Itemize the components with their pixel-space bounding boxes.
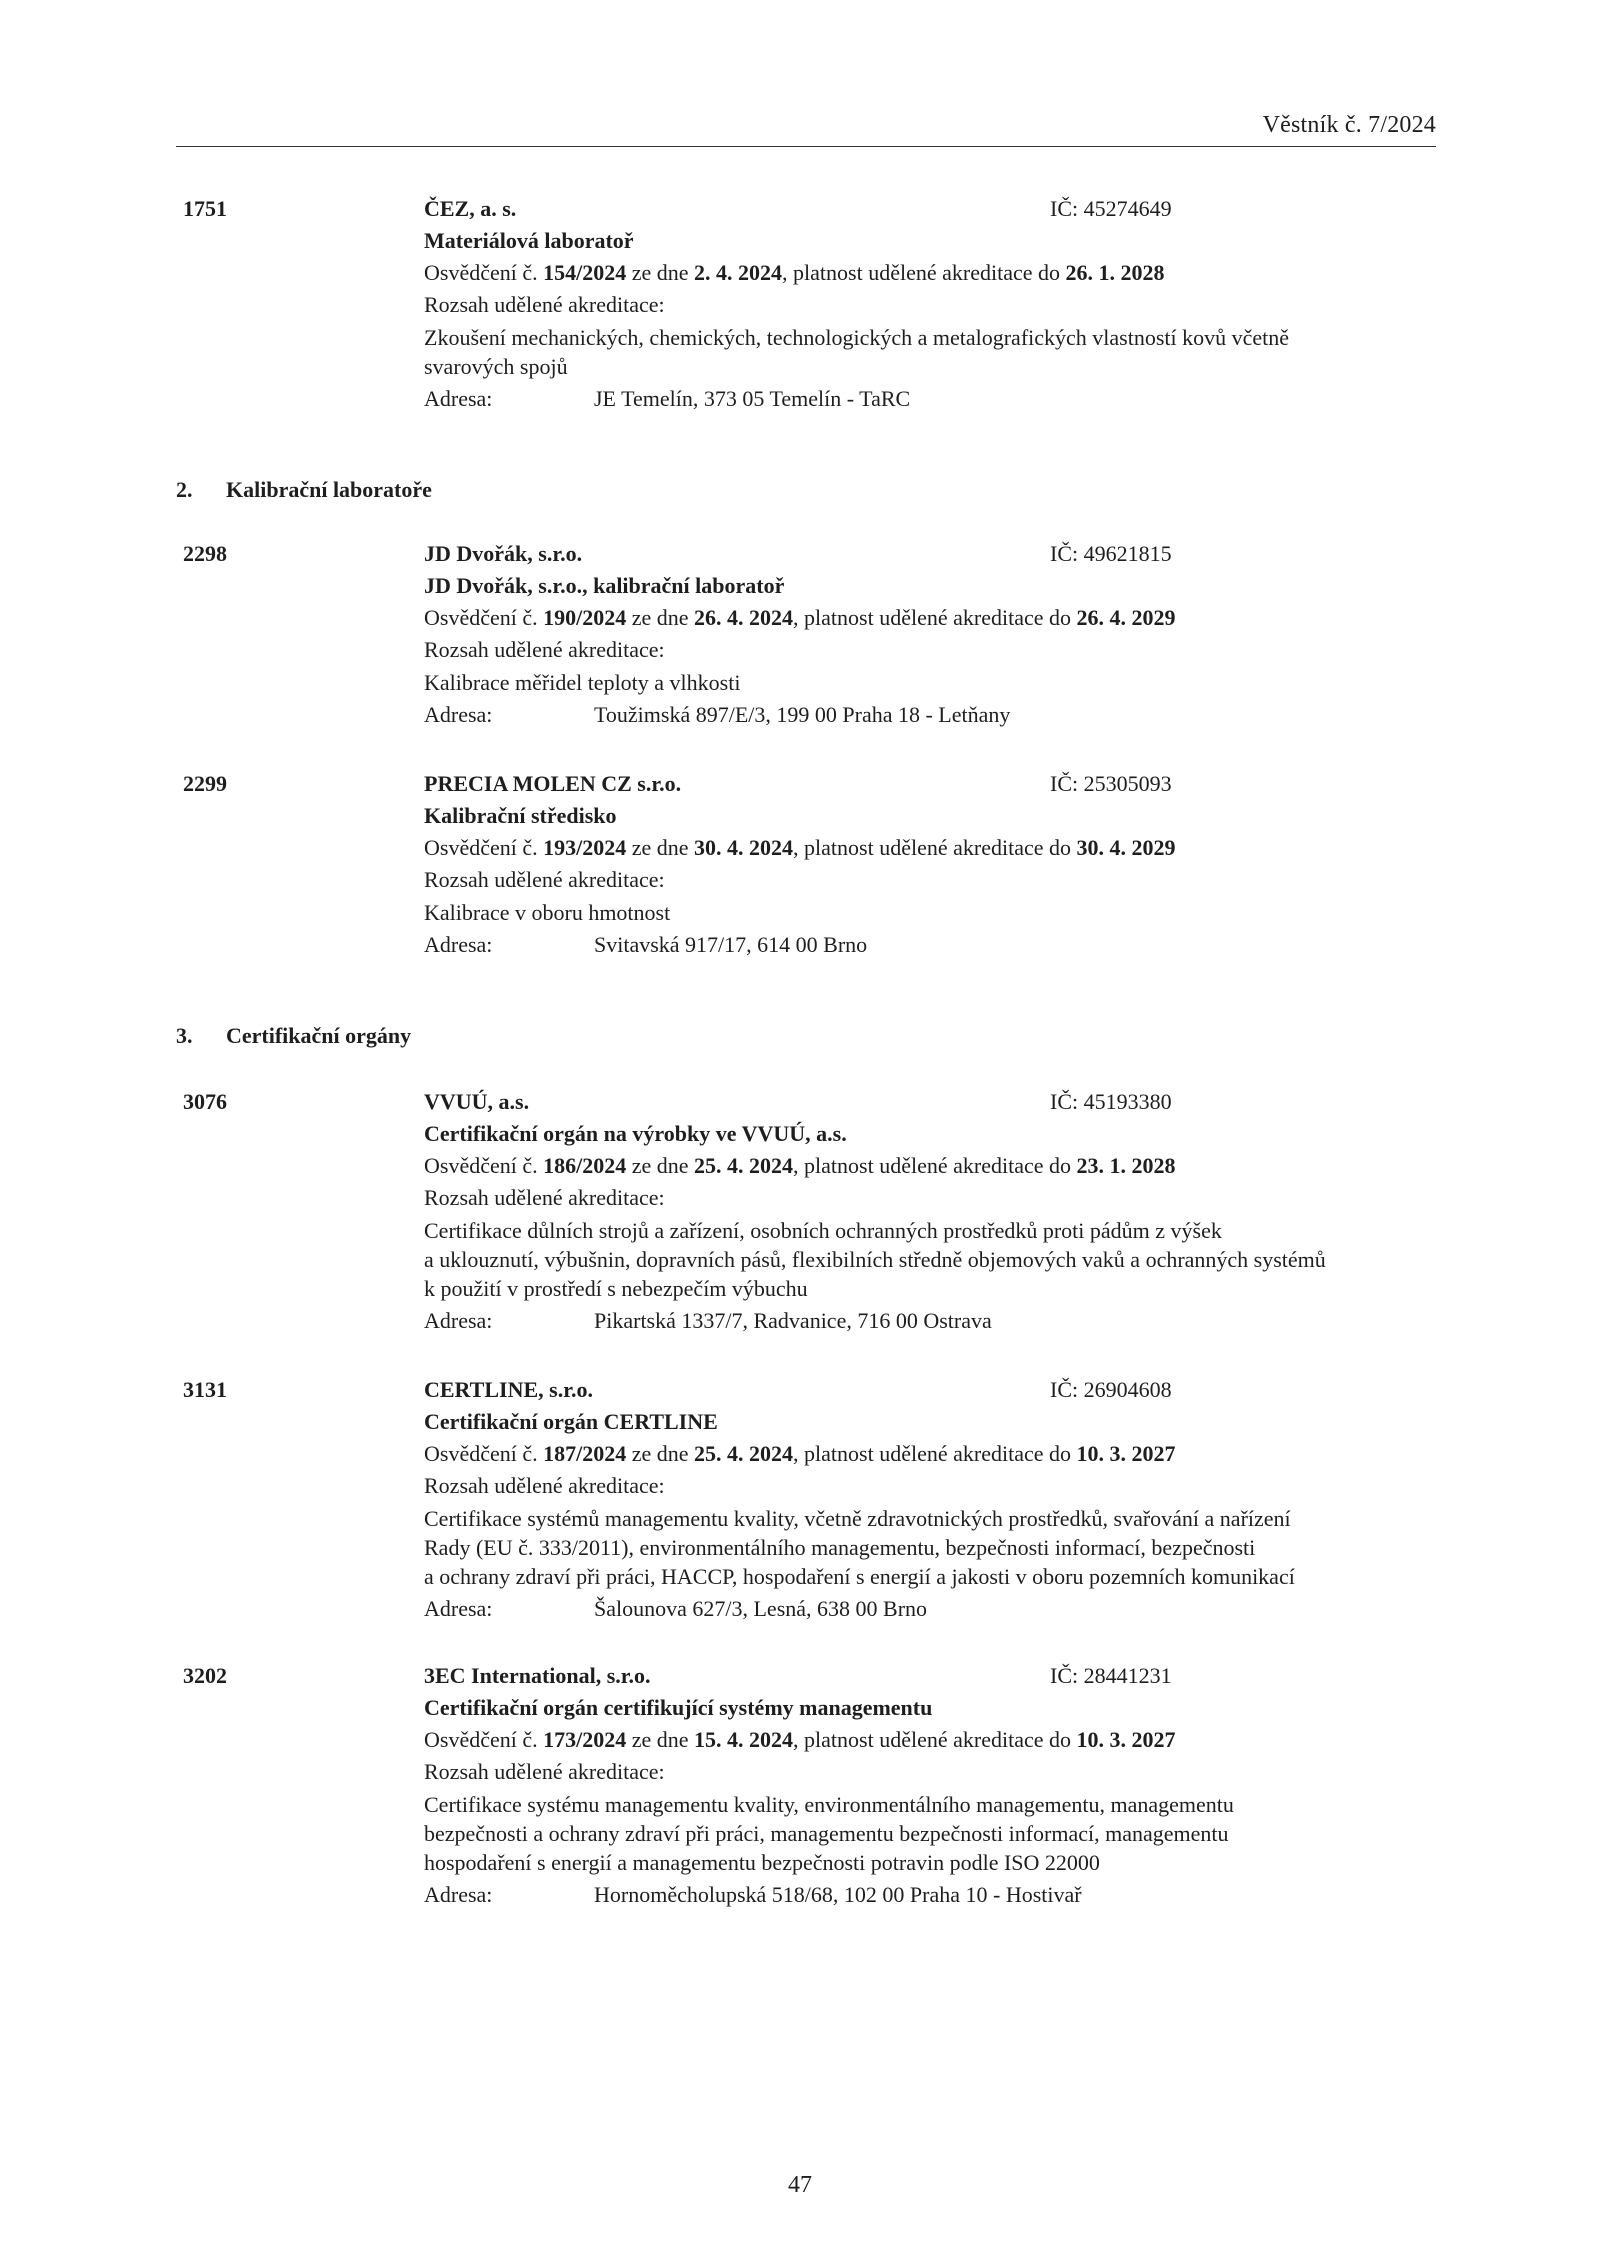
- entry-address: Adresa: Šalounova 627/3, Lesná, 638 00 Brno: [424, 1596, 928, 1621]
- entry-name: CERTLINE, s.r.o.: [424, 1377, 593, 1402]
- entry-scope: Certifikace důlních strojů a zařízení, osobních ochranných prostředků proti pádům z výšek a uklouznutí, výbušnin, dopravních pásů, flexibilních středně objemových vaků a ochranných systémů k použití v prostředí s nebezpečím výbuchu: [424, 1218, 1326, 1301]
- entry-certificate: Osvědčení č. 193/2024 ze dne 30. 4. 2024, platnost udělené akreditace do 30. 4. 2029: [424, 835, 1176, 860]
- entry-scope-label: Rozsah udělené akreditace:: [424, 1185, 665, 1210]
- entry-ic: IČ: 26904608: [1050, 1377, 1172, 1402]
- entry-ic: IČ: 25305093: [1050, 771, 1172, 796]
- entry-scope: Kalibrace měřidel teploty a vlhkosti: [424, 670, 741, 695]
- entry-unit: Certifikační orgán CERTLINE: [424, 1409, 718, 1434]
- entry-unit: Certifikační orgán certifikující systémy managementu: [424, 1695, 933, 1720]
- entry-address: Adresa: JE Temelín, 373 05 Temelín - TaRC: [424, 386, 911, 411]
- entry-number: 2298: [183, 541, 227, 566]
- entry-certificate: Osvědčení č. 190/2024 ze dne 26. 4. 2024, platnost udělené akreditace do 26. 4. 2029: [424, 605, 1176, 630]
- page-number: 47: [788, 2172, 812, 2198]
- entry-ic: IČ: 49621815: [1050, 541, 1172, 566]
- entry-scope-label: Rozsah udělené akreditace:: [424, 637, 665, 662]
- entry-ic: IČ: 45274649: [1050, 196, 1172, 221]
- entry-name: VVUÚ, a.s.: [424, 1089, 530, 1114]
- entry-certificate: Osvědčení č. 173/2024 ze dne 15. 4. 2024, platnost udělené akreditace do 10. 3. 2027: [424, 1727, 1176, 1752]
- entry-number: 2299: [183, 771, 227, 796]
- entry-scope: Certifikace systému managementu kvality, environmentálního managementu, managementu bezpečnosti a ochrany zdraví při práci, managementu bezpečnosti informací, managementu hospodaření s energií a managementu bezpečnosti potravin podle ISO 22000: [424, 1792, 1234, 1875]
- entry-scope: Kalibrace v oboru hmotnost: [424, 900, 671, 925]
- entry-certificate: Osvědčení č. 186/2024 ze dne 25. 4. 2024, platnost udělené akreditace do 23. 1. 2028: [424, 1153, 1176, 1178]
- entry-unit: Materiálová laboratoř: [424, 228, 634, 253]
- entry-address: Adresa: Hornoměcholupská 518/68, 102 00 Praha 10 - Hostivař: [424, 1882, 1082, 1907]
- entry-ic: IČ: 28441231: [1050, 1663, 1172, 1688]
- header-rule: [176, 146, 1436, 147]
- entry-ic: IČ: 45193380: [1050, 1089, 1172, 1114]
- entry-unit: Certifikační orgán na výrobky ve VVUÚ, a.s.: [424, 1121, 847, 1146]
- entry-name: ČEZ, a. s.: [424, 196, 517, 221]
- entry-address: Adresa: Pikartská 1337/7, Radvanice, 716 00 Ostrava: [424, 1308, 992, 1333]
- entry-address: Adresa: Svitavská 917/17, 614 00 Brno: [424, 932, 868, 957]
- entry-body: [424, 1086, 1434, 1337]
- entry-certificate: Osvědčení č. 187/2024 ze dne 25. 4. 2024, platnost udělené akreditace do 10. 3. 2027: [424, 1441, 1176, 1466]
- entry-body: [424, 768, 1434, 961]
- entry-address: Adresa: Toužimská 897/E/3, 199 00 Praha 18 - Letňany: [424, 702, 1011, 727]
- section-heading: 2. Kalibrační laboratoře: [176, 477, 432, 502]
- header-title: Věstník č. 7/2024: [1262, 112, 1436, 138]
- entry-unit: JD Dvořák, s.r.o., kalibrační laboratoř: [424, 573, 785, 598]
- entry-body: [424, 193, 1434, 415]
- entry-name: PRECIA MOLEN CZ s.r.o.: [424, 771, 682, 796]
- entry-number: 3131: [183, 1377, 227, 1402]
- section-heading: 3. Certifikační orgány: [176, 1023, 412, 1048]
- entry-certificate: Osvědčení č. 154/2024 ze dne 2. 4. 2024, platnost udělené akreditace do 26. 1. 2028: [424, 260, 1165, 285]
- entry-scope-label: Rozsah udělené akreditace:: [424, 867, 665, 892]
- entry-body: [424, 538, 1434, 731]
- entry-number: 1751: [183, 196, 227, 221]
- entry-body: [424, 1660, 1434, 1911]
- entry-number: 3202: [183, 1663, 227, 1688]
- entry-body: [424, 1374, 1434, 1625]
- entry-number: 3076: [183, 1089, 227, 1114]
- entry-scope-label: Rozsah udělené akreditace:: [424, 1473, 665, 1498]
- entry-scope: Certifikace systémů managementu kvality, včetně zdravotnických prostředků, svařování a nařízení Rady (EU č. 333/2011), environmentálního managementu, bezpečnosti informací, bezpečnosti a ochrany zdraví při práci, HACCP, hospodaření s energií a jakosti v oboru pozemních komunikací: [424, 1506, 1295, 1589]
- entry-unit: Kalibrační středisko: [424, 803, 617, 828]
- entry-name: 3EC International, s.r.o.: [424, 1663, 651, 1688]
- entry-scope-label: Rozsah udělené akreditace:: [424, 292, 665, 317]
- entry-scope-label: Rozsah udělené akreditace:: [424, 1759, 665, 1784]
- entry-name: JD Dvořák, s.r.o.: [424, 541, 583, 566]
- entry-scope: Zkoušení mechanických, chemických, technologických a metalografických vlastností kovů včetně svarových spojů: [424, 325, 1290, 379]
